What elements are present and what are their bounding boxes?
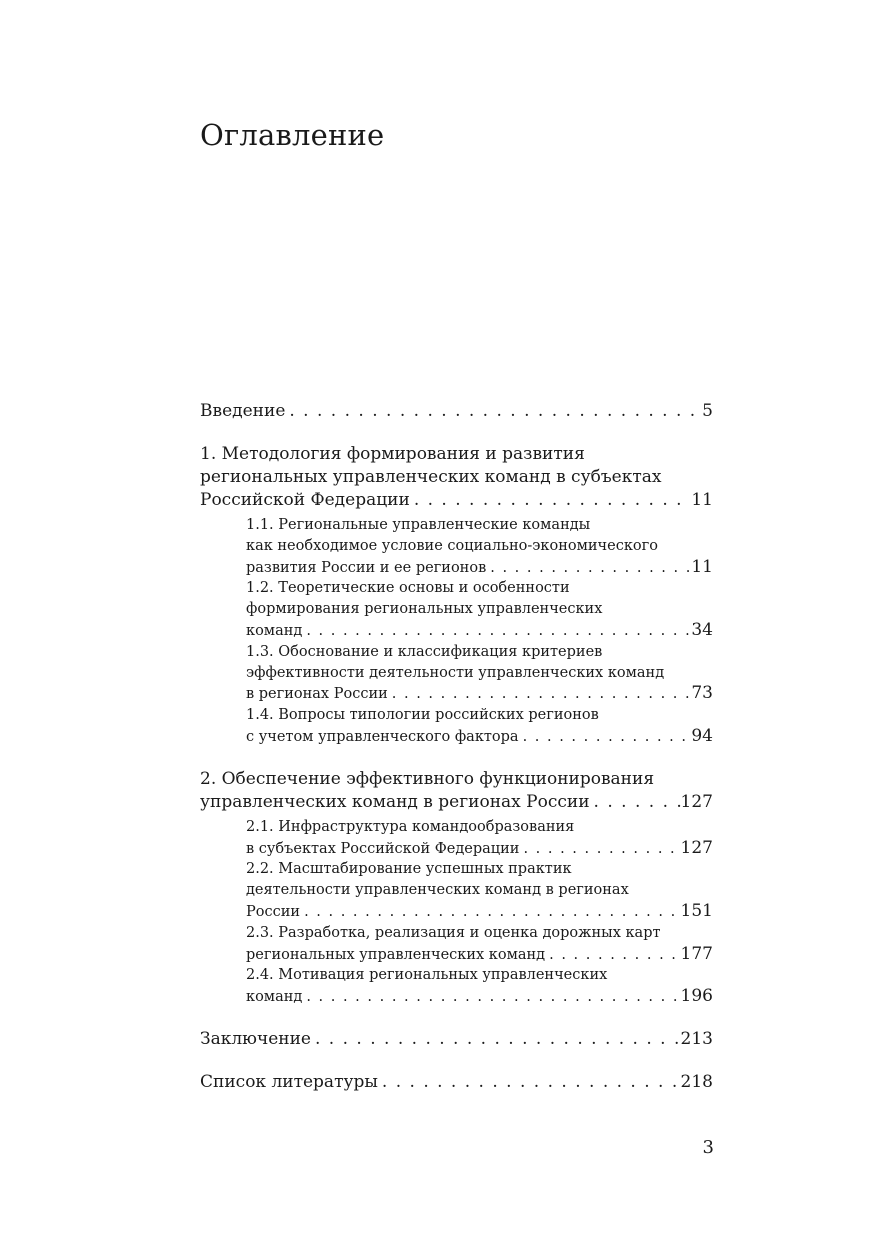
leader-dots bbox=[285, 400, 702, 423]
toc-entry-section-2-2[interactable] bbox=[246, 859, 713, 922]
toc-entry-text: с учетом управленческого фактора bbox=[246, 728, 519, 745]
toc-entry-section-1-2[interactable] bbox=[246, 578, 713, 641]
page-number: 3 bbox=[702, 1137, 714, 1158]
toc-entry-section-1-3[interactable] bbox=[246, 642, 713, 705]
toc-entry-text: развития России и ее регионов bbox=[246, 559, 487, 576]
toc-entry-bibliography[interactable] bbox=[200, 1071, 713, 1094]
toc-page-number: 34 bbox=[691, 619, 713, 640]
toc-entry-section-2-4[interactable] bbox=[246, 965, 713, 1008]
toc-page-number: 94 bbox=[691, 725, 713, 746]
toc-entry-text: 2.2. Масштабирование успешных практик bbox=[246, 861, 572, 878]
toc-page-number: 5 bbox=[702, 401, 713, 421]
toc-entry-text: региональных управленческих команд bbox=[246, 946, 546, 963]
leader-dots bbox=[388, 684, 692, 705]
toc-entry-text: 1. Методология формирования и развития bbox=[200, 444, 585, 464]
leader-dots bbox=[300, 902, 680, 923]
toc-entry-text: региональных управленческих команд в субъектах bbox=[200, 467, 662, 487]
toc-entry-section-1-4[interactable] bbox=[246, 705, 713, 748]
toc-entry-text: команд bbox=[246, 622, 303, 639]
toc-entry-text: 1.3. Обоснование и классификация критериев bbox=[246, 643, 603, 660]
toc-entry-section-2-3[interactable] bbox=[246, 923, 713, 966]
toc-entry-section-1-1[interactable] bbox=[246, 515, 713, 578]
toc-entry-text: 2.4. Мотивация региональных управленческих bbox=[246, 967, 608, 984]
toc-entry-text: России bbox=[246, 903, 301, 920]
leader-dots bbox=[311, 1028, 681, 1051]
toc-entry-text: эффективности деятельности управленческих команд bbox=[246, 664, 665, 681]
leader-dots bbox=[519, 727, 692, 748]
leader-dots bbox=[545, 945, 680, 966]
page-title: Оглавление bbox=[200, 118, 385, 152]
toc-entry-text: в субъектах Российской Федерации bbox=[246, 840, 520, 857]
leader-dots bbox=[378, 1071, 681, 1094]
toc-page-number: 213 bbox=[680, 1028, 713, 1049]
toc-entry-text: Список литературы bbox=[200, 1071, 378, 1092]
toc-entry-text: как необходимое условие социально-экономического bbox=[246, 537, 658, 554]
toc-page-number: 73 bbox=[691, 683, 713, 704]
toc-entry-text: в регионах России bbox=[246, 686, 388, 703]
toc-entry-text: Заключение bbox=[200, 1028, 311, 1049]
toc-entry-text: 1.4. Вопросы типологии российских регионов bbox=[246, 707, 599, 724]
leader-dots bbox=[302, 621, 691, 642]
toc-entry-chapter-1[interactable] bbox=[200, 443, 713, 512]
table-of-contents bbox=[200, 400, 713, 1094]
toc-entry-text: деятельности управленческих команд в регионах bbox=[246, 882, 629, 899]
toc-page-number: 196 bbox=[680, 986, 713, 1007]
toc-page-number: 151 bbox=[680, 900, 713, 921]
leader-dots bbox=[410, 489, 692, 512]
toc-page-number: 127 bbox=[680, 791, 713, 812]
toc-page-number: 11 bbox=[691, 556, 713, 577]
toc-entry-text: 2.3. Разработка, реализация и оценка дорожных карт bbox=[246, 924, 661, 941]
toc-entry-text: команд bbox=[246, 989, 303, 1006]
toc-entry-text: 1.2. Теоретические основы и особенности bbox=[246, 580, 570, 597]
leader-dots bbox=[302, 987, 680, 1008]
toc-entry-section-2-1[interactable] bbox=[246, 817, 713, 860]
toc-entry-text: Введение bbox=[200, 401, 286, 421]
toc-entry-text: 1.1. Региональные управленческие команды bbox=[246, 517, 591, 533]
leader-dots bbox=[590, 791, 681, 814]
toc-page-number: 177 bbox=[680, 943, 713, 964]
toc-entry-text: 2. Обеспечение эффективного функционирования bbox=[200, 768, 655, 789]
toc-entry-text: 2.1. Инфраструктура командообразования bbox=[246, 818, 575, 835]
toc-page-number: 11 bbox=[691, 490, 713, 510]
leader-dots bbox=[486, 558, 691, 579]
toc-entry-text: управленческих команд в регионах России bbox=[200, 791, 590, 812]
toc-entry-text: формирования региональных управленческих bbox=[246, 601, 603, 618]
toc-page-number: 218 bbox=[680, 1071, 713, 1092]
leader-dots bbox=[519, 839, 680, 860]
toc-entry-introduction[interactable] bbox=[200, 400, 713, 423]
toc-page-number: 127 bbox=[680, 837, 713, 858]
toc-entry-text: Российской Федерации bbox=[200, 490, 410, 510]
toc-entry-chapter-2[interactable] bbox=[200, 768, 713, 814]
toc-entry-conclusion[interactable] bbox=[200, 1028, 713, 1051]
